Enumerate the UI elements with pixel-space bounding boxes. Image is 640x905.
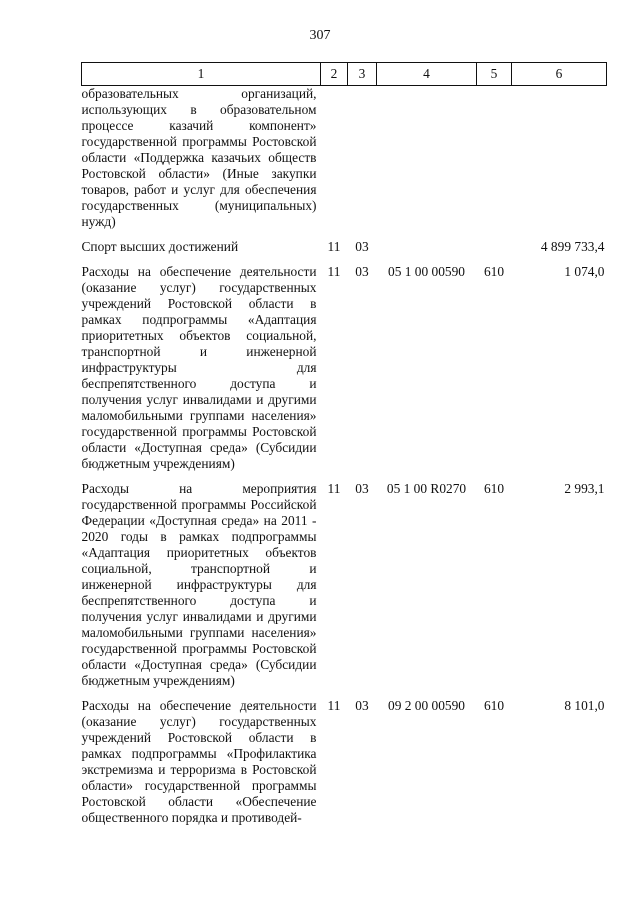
table-row — [82, 481, 607, 689]
header-col-2: 2 — [321, 63, 348, 86]
row-amount: 2 993,1 — [564, 481, 605, 496]
row-amount: 1 074,0 — [564, 264, 605, 279]
row-section: 11 — [327, 264, 341, 279]
row-section: 11 — [327, 698, 341, 713]
table-row — [82, 239, 607, 255]
header-col-5: 5 — [477, 63, 512, 86]
row-amount — [512, 86, 607, 231]
header-col-6: 6 — [512, 63, 607, 86]
budget-table — [81, 62, 607, 826]
row-expense-type: 610 — [483, 481, 505, 496]
header-col-3: 3 — [348, 63, 377, 86]
table-header — [82, 63, 607, 86]
row-section: 11 — [327, 481, 341, 496]
row-subsection: 03 — [355, 239, 369, 254]
row-name: Расходы на мероприятия государственной программы Российской Федерации «Доступная среда» на 2011 - 2020 годы в рамках подпрограммы «Адаптация приоритетных объектов социальной, транспортной и инженерной инфраструктуры для беспрепятственного доступа и получения услуг инвалидами и другими маломобильными группами населения» государственной программы Ростовской области «Доступная среда» (Субсидии бюджетным учреждениям) — [81, 481, 317, 688]
row-name: Расходы на обеспечение деятельности (оказание услуг) государственных учреждений Ростовской области в рамках подпрограммы «Профилактика экстремизма и терроризма в Ростовской области» государственной программы Ростовской области «Обеспечение общественного порядка и противодей- — [81, 698, 317, 825]
table-row — [82, 698, 607, 826]
row-expense-type — [477, 86, 512, 231]
page-number: 307 — [309, 28, 331, 43]
row-subsection: 03 — [355, 698, 369, 713]
row-name: Расходы на обеспечение деятельности (оказание услуг) государственных учреждений Ростовской области в рамках подпрограммы «Адаптация приоритетных объектов социальной, транспортной и инженерной инфраструктуры для беспрепятственного доступа и получения услуг инвалидами и другими маломобильными группами населения» государственной программы Ростовской области «Доступная среда» (Субсидии бюджетным учреждениям) — [81, 264, 317, 471]
row-subsection — [348, 86, 377, 231]
header-col-4: 4 — [377, 63, 477, 86]
row-target-article — [377, 239, 477, 255]
row-amount: 4 899 733,4 — [540, 239, 605, 254]
header-row — [82, 63, 607, 86]
table-body — [82, 86, 607, 827]
row-target-article — [377, 86, 477, 231]
header-col-1: 1 — [82, 63, 321, 86]
row-expense-type — [477, 239, 512, 255]
row-section: 11 — [327, 239, 341, 254]
row-target-article: 09 2 00 00590 — [388, 698, 465, 713]
row-target-article: 05 1 00 R0270 — [386, 481, 467, 496]
row-subsection: 03 — [355, 481, 369, 496]
row-section — [321, 86, 348, 231]
row-expense-type: 610 — [483, 698, 505, 713]
table-row — [82, 86, 607, 231]
table-row — [82, 264, 607, 472]
row-amount: 8 101,0 — [564, 698, 605, 713]
row-name: образовательных организаций, использующих в образовательном процессе казачий компонент» государственной программы Ростовской области «Поддержка казачьих обществ Ростовской области» (Иные закупки товаров, работ и услуг для обеспечения государственных (муниципальных) нужд) — [81, 86, 317, 229]
row-name: Спорт высших достижений — [81, 239, 239, 254]
row-target-article: 05 1 00 00590 — [388, 264, 465, 279]
row-subsection: 03 — [355, 264, 369, 279]
row-expense-type: 610 — [483, 264, 505, 279]
